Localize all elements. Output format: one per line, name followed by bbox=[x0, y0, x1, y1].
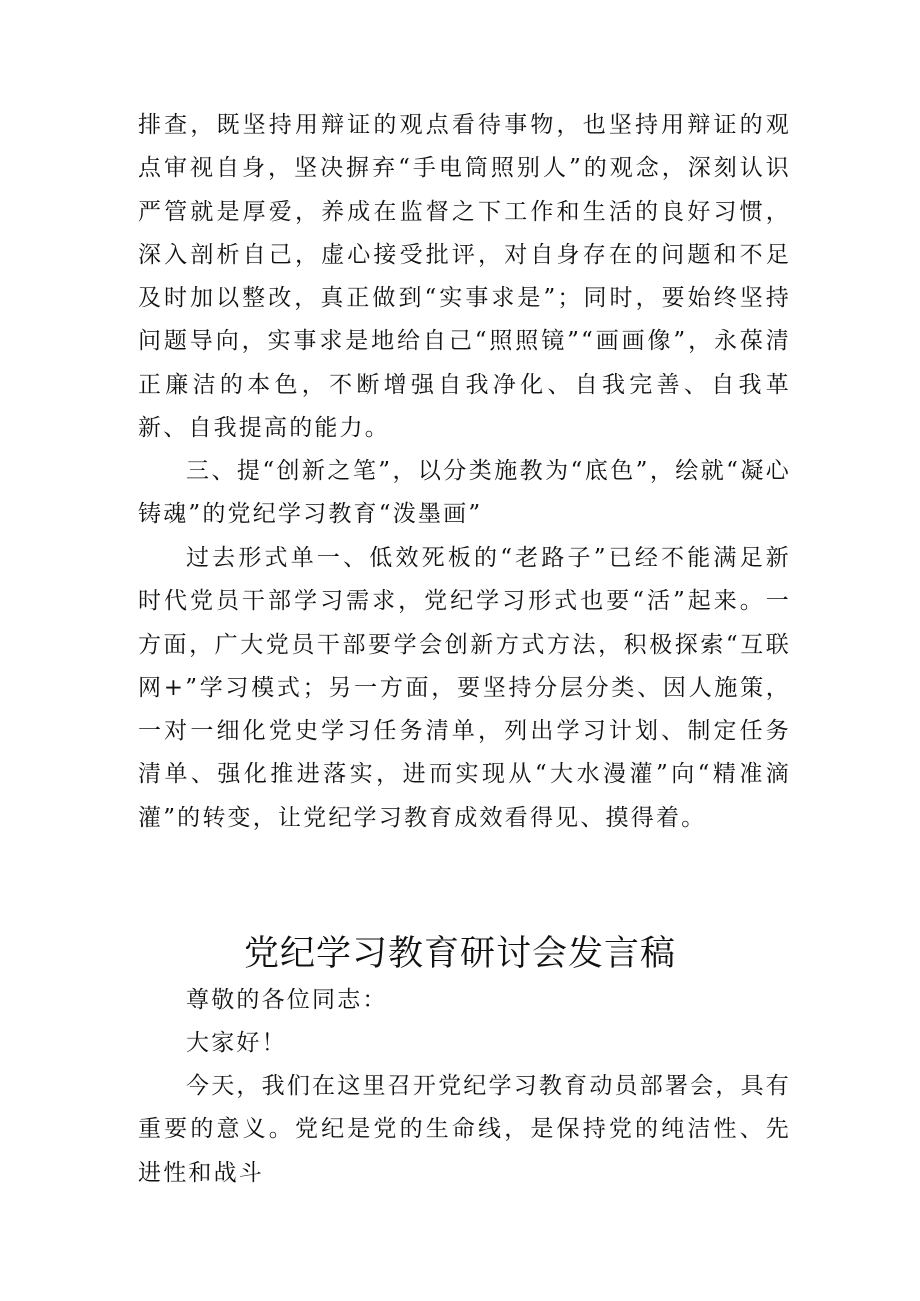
document-title: 党纪学习教育研讨会发言稿 bbox=[243, 934, 676, 974]
greeting: 大家好！ bbox=[186, 1030, 287, 1056]
paragraph-opening: 今天，我们在这里召开党纪学习教育动员部署会，具有重要的意义。党纪是党的生命线，是保持党的纯洁性、先进性和战斗 bbox=[138, 1073, 791, 1186]
paragraph-continuation: 排查，既坚持用辩证的观点看待事物，也坚持用辩证的观点审视自身，坚决摒弃“手电筒照别人”的观念，深刻认识严管就是厚爱，养成在监督之下工作和生活的良好习惯，深入剖析自己，虚心接受批评，对自身存在的问题和不足及时加以整改，真正做到“实事求是”；同时，要始终坚持问题导向，实事求是地给自己“照照镜”“画画像”，永葆清正廉洁的本色，不断增强自我净化、自我完善、自我革新、自我提高的能力。 bbox=[138, 112, 791, 442]
section-heading-three: 三、提“创新之笔”，以分类施教为“底色”，绘就“凝心铸魂”的党纪学习教育“泼墨画” bbox=[138, 458, 791, 528]
paragraph-innovation: 过去形式单一、低效死板的“老路子”已经不能满足新时代党员干部学习需求，党纪学习形式也要“活”起来。一方面，广大党员干部要学会创新方式方法，积极探索“互联网+”学习模式；另一方面，要坚持分层分类、因人施策，一对一细化党史学习任务清单，列出学习计划、制定任务清单、强化推进落实，进而实现从“大水漫灌”向“精准滴灌”的转变，让党纪学习教育成效看得见、摸得着。 bbox=[138, 545, 791, 831]
salutation: 尊敬的各位同志： bbox=[186, 987, 388, 1013]
